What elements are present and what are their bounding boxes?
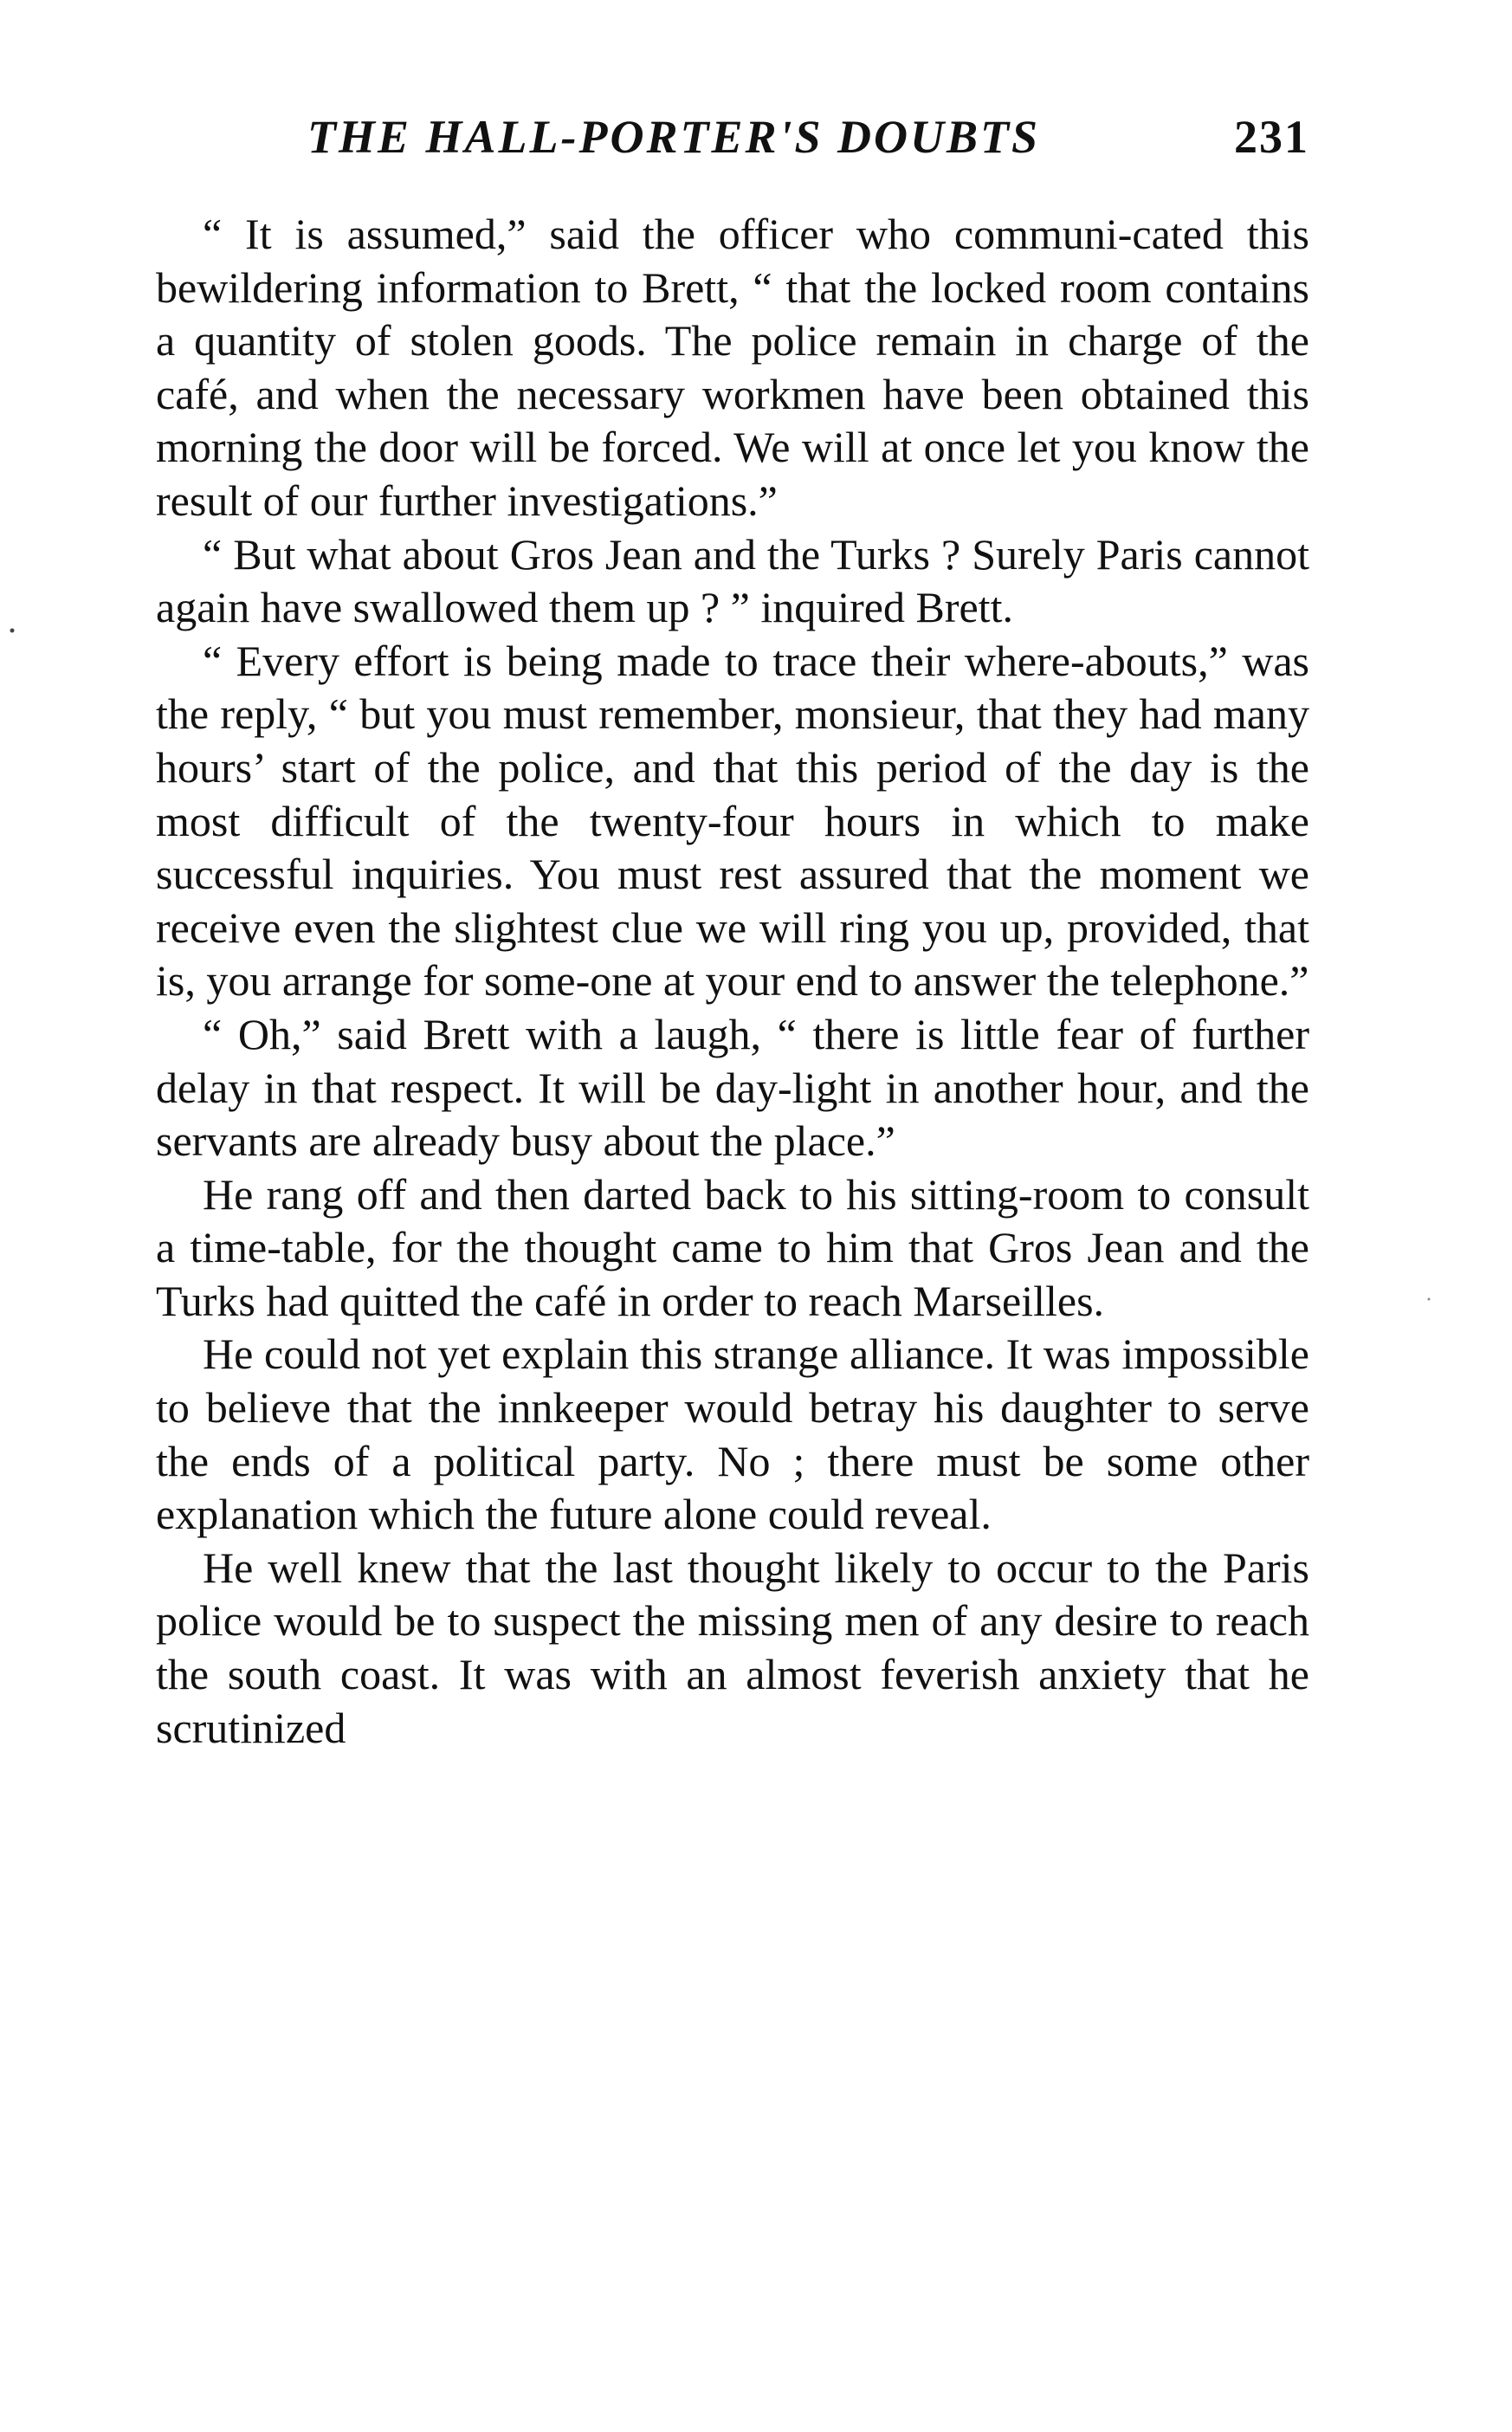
speck [10, 629, 15, 633]
page-header [156, 102, 1309, 171]
body-text [156, 208, 1309, 1755]
paragraph: “ Every effort is being made to trace their where-abouts,” was the reply, “ but you must remember, monsieur, that they had many hours’ start of the police, and that this period of the day is the most difficult of the twenty-four hours in which to make successful inquiries. You must rest assured that the moment we receive even the slightest clue we will ring you up, provided, that is, you arrange for some-one at your end to answer the telephone.” [156, 636, 1309, 1006]
speck [1428, 1298, 1431, 1301]
paragraph: “ It is assumed,” said the officer who communi-cated this bewildering information to Brett, “ that the locked room contains a quantity of stolen goods. The police remain in charge of the café, and when the necessary workmen have been obtained this morning the door will be forced. We will at once let you know the result of our further investigations.” [156, 210, 1309, 525]
paragraph: “ Oh,” said Brett with a laugh, “ there is little fear of further delay in that respect. It will be day-light in another hour, and the servants are already busy about the place.” [156, 1009, 1309, 1166]
paragraph: He well knew that the last thought likely to occur to the Paris police would be to suspect the missing men of any desire to reach the south coast. It was with an almost feverish anxiety that he scrutinized [156, 1543, 1309, 1752]
page-number: 231 [1234, 111, 1309, 163]
running-title: THE HALL-PORTER'S DOUBTS [307, 111, 1041, 163]
paragraph: He could not yet explain this strange alliance. It was impossible to believe that the innkeeper would betray his daughter to serve the ends of a political party. No ; there must be some other explanation which the future alone could reveal. [156, 1329, 1309, 1539]
paragraph: He rang off and then darted back to his sitting-room to consult a time-table, for the thought came to him that Gros Jean and the Turks had quitted the café in order to reach Marseilles. [156, 1169, 1309, 1325]
paragraph: “ But what about Gros Jean and the Turks ? Surely Paris cannot again have swallowed them up ? ” inquired Brett. [156, 529, 1309, 632]
